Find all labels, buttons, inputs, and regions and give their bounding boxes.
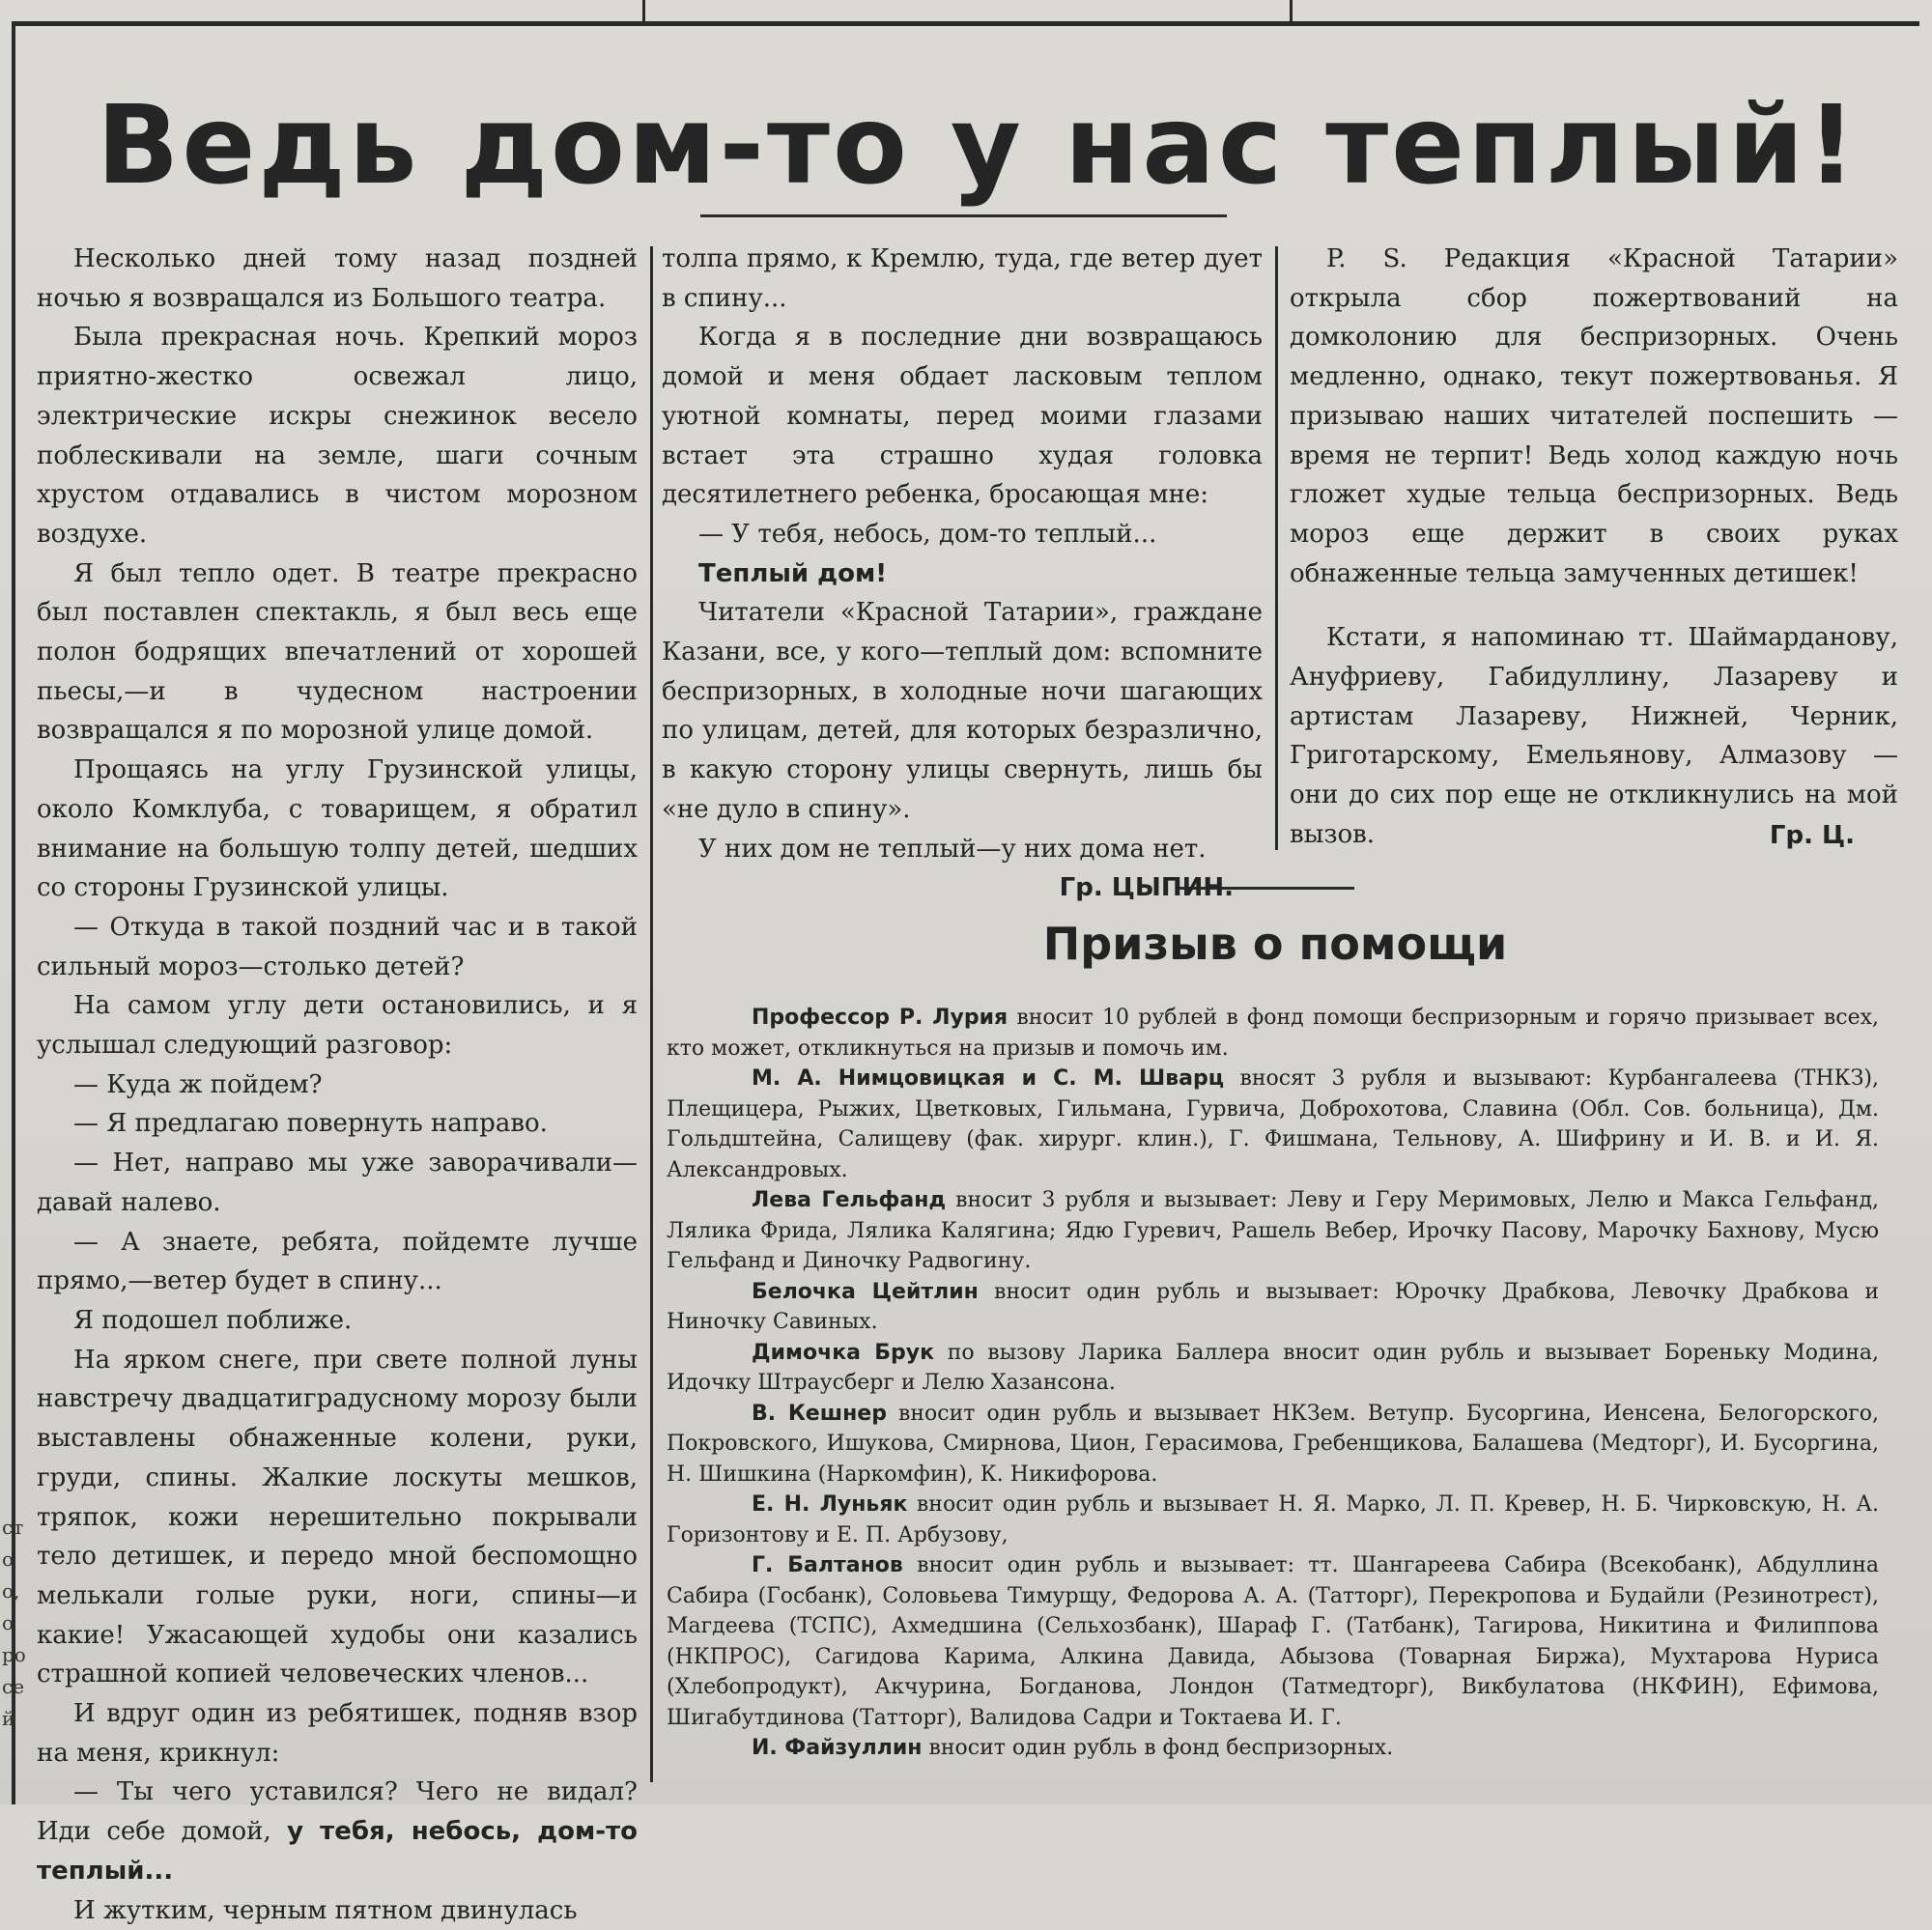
margin-fragment: о (2, 1611, 14, 1634)
col1-paragraph-4: Прощаясь на углу Грузинской улицы, около Комклуба, с товарищем, я обратил внимание на большую толпу детей, шедших со стороны Грузинской улицы. (37, 755, 638, 903)
appeal-item (667, 1185, 1879, 1277)
left-margin-fragments (2, 1512, 26, 1735)
appeal-title: Призыв о помощи (1042, 918, 1508, 970)
col1-paragraph-3: Я был тепло одет. В театре прекрасно был поставлен спектакль, я был весь еще полон бодрящих впечатлений от хорошей пьесы,—и в чудесном настроении возвращался я по морозной улице домой. (37, 558, 638, 746)
appeal-item-name: Димочка Брук (752, 1340, 935, 1365)
col2-warm-house: Теплый дом! (698, 558, 888, 588)
col1-paragraph-10: — А знаете, ребята, пойдемте лучше прямо,—ветер будет в спину... (37, 1227, 638, 1296)
col1-paragraph-8: — Я предлагаю повернуть направо. (73, 1109, 548, 1139)
col2-paragraph-2: Когда я в последние дни возвращаюсь домой и меня обдает ласковым теплом уютной комнаты, перед моими глазами встает эта страшно худая головка десятилетнего ребенка, бросающая мне: (662, 323, 1263, 510)
article-column-2 (662, 240, 1263, 908)
appeal-item-text: вносит один рубль в фонд беспризорных. (922, 1736, 1394, 1760)
appeal-item-name: М. А. Нимцовицкая и С. М. Шварц (752, 1066, 1225, 1091)
margin-fragment: о (2, 1547, 14, 1571)
column-divider-1 (650, 246, 653, 1782)
appeal-item (667, 1338, 1879, 1399)
margin-fragment: се (2, 1675, 25, 1698)
col2-paragraph-3: — У тебя, небось, дом-то теплый... (698, 519, 1157, 549)
appeal-item (667, 1490, 1879, 1550)
appeal-item-text: вносят 3 рубля и вызывают: Курбангалеева (ТНКЗ), Плещицера, Рыжих, Цветковых, Гильмана, Гурвича, Доброхотова, Славина (Обл. Сов. больница), Дм. Гольдштейна, Салищеву (фак. хирург. клин.), Г. Фишмана, Тельнову, А. Шифрину и И. В. и И. Я. Александровых. (667, 1066, 1879, 1182)
appeal-item-text: вносит 3 рубля и вызывает: Леву и Геру Меримовых, Лелю и Макса Гельфанд, Лялика Фрида, Лялика Калягина; Ядю Гуревич, Рашель Вебер, Ирочку Пасову, Марочку Бахнову, Мусю Гельфанд и Диночку Радвогину. (667, 1188, 1879, 1273)
appeal-item-text: вносит один рубль и вызывает Н. Я. Марко, Л. П. Кревер, Н. Б. Чирковскую, Н. А. Горизонтову и Е. П. Арбузову, (667, 1492, 1879, 1547)
headline: Ведь дом-то у нас теплый! (97, 83, 1860, 209)
col1-paragraph-11: Я подошел поближе. (73, 1305, 353, 1335)
appeal-item-name: И. Файзуллин (752, 1736, 923, 1760)
col1-quote-bold: у тебя, небось, дом-то теплый... (37, 1817, 638, 1886)
col3-paragraph-1: P. S. Редакция «Красной Татарии» открыла сбор пожертвований на домколонию для беспризорных. Очень медленно, однако, текут пожертвованья. Я призываю наших читателей поспешить — время не терпит! Ведь холод каждую ночь гложет худые тельца беспризорных. Ведь мороз еще держит в своих руках обнаженные тельца замученных детишек! (1290, 244, 1898, 588)
col3-paragraph-2: Кстати, я напоминаю тт. Шаймарданову, Ануфриеву, Габидуллину, Лазареву и артистам Лазареву, Нижней, Черник, Григотарскому, Емельянову, Алмазову — они до сих пор еще не откликнулись на мой вызов. (1290, 623, 1898, 849)
appeal-item (667, 1733, 1879, 1764)
appeal-item-name: Е. Н. Луньяк (752, 1492, 908, 1517)
margin-fragment: о, (2, 1579, 20, 1603)
article-column-1 (37, 240, 638, 1930)
col1-paragraph-6: На самом углу дети остановились, и я услышал следующий разговор: (37, 991, 638, 1061)
article-column-3 (1290, 240, 1898, 855)
top-tick-left (642, 0, 645, 21)
appeal-item-name: В. Кешнер (752, 1401, 887, 1426)
col3-signature: Гр. Ц. (1769, 820, 1855, 850)
col1-last-line: И жутким, черным пятном двинулась (73, 1895, 578, 1925)
col2-signature: Гр. ЦЫПИН. (1059, 873, 1234, 903)
appeal-item-text: вносит 10 рублей в фонд помощи беспризорным и горячо призывает всех, кто может, откликнуться на призыв и помочь им. (667, 1006, 1879, 1061)
appeal-item-text: вносит один рубль и вызывает НКЗем. Ветупр. Бусоргина, Иенсена, Белогорского, Покровского, Ишукова, Смирнова, Цион, Герасимова, Гребенщикова, Балашева (Медторг), И. Бусоргина, Н. Шишкина (Наркомфин), К. Никифорова. (667, 1401, 1879, 1487)
appeal-item-name: Г. Балтанов (752, 1553, 903, 1577)
top-tick-right (1290, 0, 1293, 21)
margin-fragment: ст (2, 1516, 24, 1539)
appeal-list (667, 1003, 1879, 1764)
appeal-item-name: Белочка Цейтлин (752, 1279, 979, 1304)
col1-quote (37, 1773, 638, 1890)
column-divider-2 (1275, 246, 1278, 850)
appeal-item-name: Лева Гельфанд (752, 1188, 947, 1212)
col2-paragraph-6: У них дом не теплый—у них дома нет. (698, 834, 1207, 864)
col1-paragraph-2: Была прекрасная ночь. Крепкий мороз приятно-жестко освежал лицо, электрические искры снежинок весело поблескивали на земле, шаги сочным хрустом отдавались в чистом морозном воздухе. (37, 323, 638, 549)
col1-paragraph-7: — Куда ж пойдем? (73, 1069, 323, 1099)
col1-paragraph-5: — Откуда в такой поздний час и в такой сильный мороз—столько детей? (37, 912, 638, 981)
appeal-item-text: вносит один рубль и вызывает: Юрочку Драбкова, Левочку Драбкова и Ниночку Савиных. (667, 1279, 1879, 1334)
appeal-item (667, 1277, 1879, 1338)
margin-fragment: ро (2, 1643, 26, 1666)
appeal-item-text: вносит один рубль и вызывает: тт. Шангареева Сабира (Всекобанк), Абдуллина Сабира (Госбанк), Соловьева Тимурщу, Федорова А. А. (Татторг), Перекропова и Будайли (Резинотрест), Магдеева (ТСПС), Ахмедшина (Сельхозбанк), Шараф Г. (Татбанк), Тагирова, Никитина и Филиппова (НКПРОС), Сагидова Карима, Алкина Давида, Абызова (Товарная Биржа), Мухтарова Нуриса (Хлебопродукт), Акчурина, Богданова, Лондон (Татмедторг), Викбулатова (НКФИН), Ефимова, Шигабутдинова (Татторг), Валидова Садри и Токтаева И. Г. (667, 1553, 1879, 1730)
col2-paragraph-1: толпа прямо, к Кремлю, туда, где ветер дует в спину... (662, 244, 1263, 313)
col1-quote-start: — Ты чего уставился? Чего не видал? Иди себе домой, (37, 1777, 638, 1847)
col1-paragraph-12: На ярком снеге, при свете полной луны навстречу двадцатиградусному морозу были выставлены обнаженные колени, руки, груди, спины. Жалкие лоскуты мешков, тряпок, кожи нерешительно покрывали тело детишек, и передо мной беспомощно мелькали голые руки, ноги, спины—и какие! Ужасающей худобы они казались страшной копией человеческих членов... (37, 1345, 638, 1689)
col1-paragraph-13: И вдруг один из ребятишек, подняв взор на меня, крикнул: (37, 1699, 638, 1768)
appeal-item (667, 1064, 1879, 1185)
col1-paragraph-1: Несколько дней тому назад поздней ночью я возвращался из Большого театра. (37, 244, 638, 313)
appeal-item-text: по вызову Ларика Баллера вносит один рубль и вызывает Бореньку Модина, Идочку Штраусберг и Лелю Хазансона. (667, 1340, 1880, 1395)
appeal-item-name: Профессор Р. Лурия (752, 1006, 1009, 1030)
appeal-item (667, 1399, 1879, 1490)
margin-fragment: й (2, 1707, 15, 1730)
col1-paragraph-9: — Нет, направо мы уже заворачивали—давай налево. (37, 1149, 638, 1217)
appeal-item (667, 1003, 1879, 1064)
appeal-item (667, 1550, 1879, 1733)
col2-paragraph-5: Читатели «Красной Татарии», граждане Казани, все, у кого—теплый дом: вспомните беспризорных, в холодные ночи шагающих по улицам, детей, для которых безразлично, в какую сторону улицы свернуть, лишь бы «не дуло в спину». (662, 598, 1263, 824)
headline-underline (700, 214, 1227, 217)
top-border-rule (12, 21, 1919, 26)
